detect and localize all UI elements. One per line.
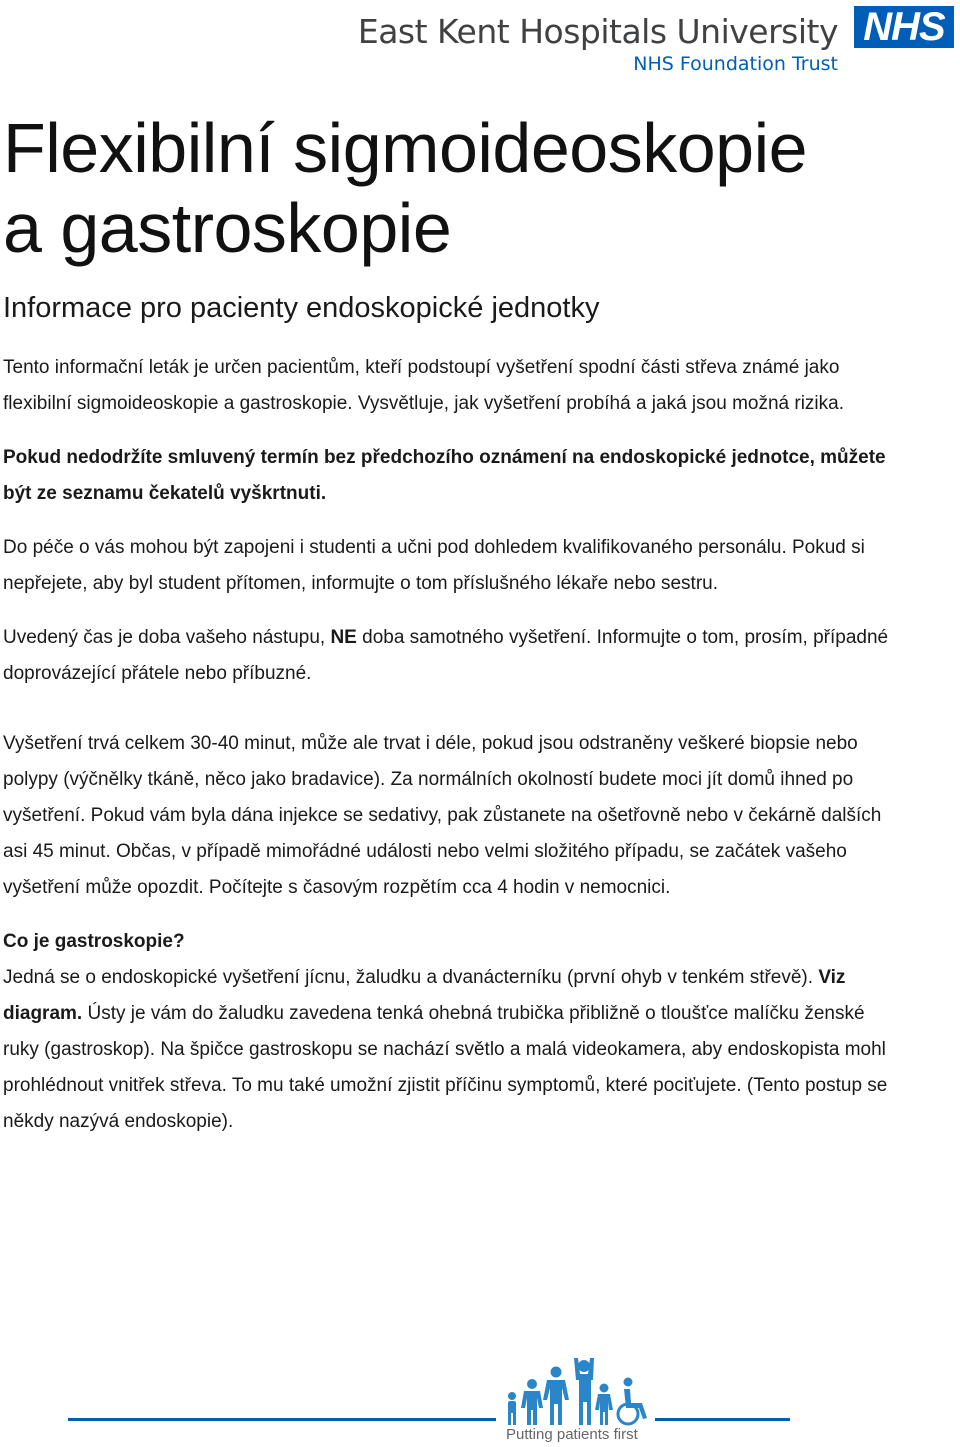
footer-rule-left bbox=[68, 1418, 496, 1421]
arrival-time-emphasis: NE bbox=[330, 627, 357, 648]
trust-name bbox=[358, 12, 838, 76]
see-diagram-emphasis: Viz diagram. bbox=[3, 967, 846, 1024]
gastroscopy-text-after: Ústy je vám do žaludku zavedena tenká ohebná trubička přibližně o tloušťce malíčku ženské ruky (gastroskop). Na špičce gastroskopu se nachází světlo a malá videokamera, aby endoskopista mohl prohlédnout vnitřek střeva. To mu také umožní zjistit příčinu symptomů, které pociťujete. (Tento postup se někdy nazývá endoskopie). bbox=[3, 1003, 888, 1132]
trust-name-line1: East Kent Hospitals University bbox=[357, 12, 838, 51]
page-title-line2: a gastroskopie bbox=[3, 189, 452, 267]
arrival-time-text-before: Uvedený čas je doba vašeho nástupu, bbox=[3, 627, 331, 648]
page-footer bbox=[0, 1350, 960, 1447]
nhs-logo-text: NHS bbox=[863, 5, 945, 49]
footer-tagline: Putting patients first bbox=[506, 1426, 638, 1443]
trust-name-line2: NHS Foundation Trust bbox=[633, 53, 838, 75]
putting-patients-first-figures-icon bbox=[500, 1358, 652, 1426]
missed-appointment-warning: Pokud nedodržíte smluvený termín bez předchozího oznámení na endoskopické jednotce, můžete být ze seznamu čekatelů vyškrtnuti. bbox=[3, 447, 886, 504]
arrival-time-text-after: doba samotného vyšetření. Informujte o tom, prosím, případné doprovázející přátele nebo příbuzné. bbox=[3, 627, 889, 684]
gastroscopy-heading: Co je gastroskopie? bbox=[3, 931, 185, 952]
intro-paragraph: Tento informační leták je určen pacientům, kteří podstoupí vyšetření spodní části střeva známé jako flexibilní sigmoideoskopie a gastroskopie. Vysvětluje, jak vyšetření probíhá a jaká jsou možná rizika. bbox=[3, 357, 844, 414]
students-paragraph: Do péče o vás mohou být zapojeni i studenti a učni pod dohledem kvalifikovaného personálu. Pokud si nepřejete, aby byl student přítomen, informujte o tom příslušného lékaře nebo sestru. bbox=[3, 537, 865, 594]
page-header bbox=[0, 0, 960, 90]
page-title bbox=[3, 108, 893, 268]
nhs-logo bbox=[854, 6, 954, 48]
footer-rule-right bbox=[655, 1418, 790, 1421]
gastroscopy-text-before: Jedná se o endoskopické vyšetření jícnu, žaludku a dvanácterníku (první ohyb v tenkém střevě). bbox=[3, 967, 819, 988]
gastroscopy-paragraph bbox=[3, 960, 893, 1140]
page-title-line1: Flexibilní sigmoideoskopie bbox=[3, 109, 808, 187]
leaflet-content bbox=[3, 108, 893, 1140]
arrival-time-notice bbox=[3, 620, 893, 692]
duration-paragraph: Vyšetření trvá celkem 30-40 minut, může ale trvat i déle, pokud jsou odstraněny veškeré biopsie nebo polypy (výčnělky tkáně, něco jako bradavice). Za normálních okolností budete moci jít domů ihned po vyšetření. Pokud vám byla dána injekce se sedativy, pak zůstanete na ošetřovně nebo v čekárně dalších asi 45 minut. Občas, v případě mimořádné události nebo velmi složitého případu, se začátek vašeho vyšetření může opozdit. Počítejte s časovým rozpětím cca 4 hodin v nemocnici. bbox=[3, 733, 882, 898]
page-subtitle: Informace pro pacienty endoskopické jednotky bbox=[3, 292, 600, 324]
